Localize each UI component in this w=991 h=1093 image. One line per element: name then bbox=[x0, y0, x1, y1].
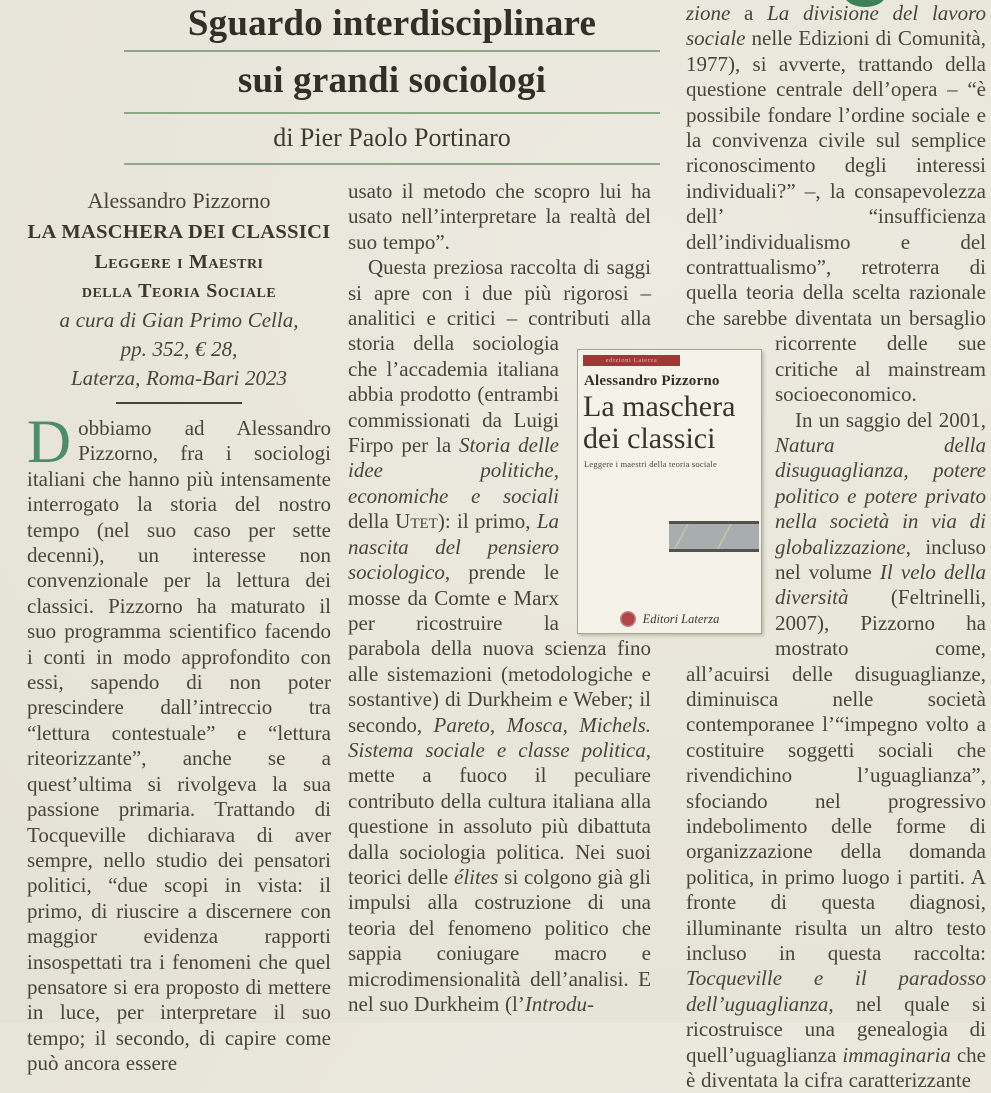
divider-rule bbox=[116, 402, 242, 404]
smallcaps-text-run: Utet bbox=[395, 509, 438, 533]
book-editor: a cura di Gian Primo Cella, bbox=[27, 306, 331, 335]
cover-subtitle: Leggere i maestri della teoria sociale bbox=[584, 459, 717, 469]
cover-publisher-row bbox=[578, 611, 761, 627]
italic-text-run: zione bbox=[686, 1, 730, 25]
text-run: a bbox=[730, 1, 767, 25]
text-run: ): il primo, bbox=[438, 509, 537, 533]
text-run: usato il metodo che scopro lui ha usato nell’interpretare la realtà del suo tempo”. bbox=[348, 179, 651, 254]
italic-text-run: Tocqueville e il paradosso dell’uguaglianza bbox=[686, 966, 986, 1015]
book-title: LA MASCHERA DEI CLASSICI bbox=[27, 216, 331, 248]
italic-text-run: Natura della disuguaglianza, potere politico e potere privato nella società in via di globalizzazione bbox=[775, 433, 986, 559]
italic-text-run: Introdu- bbox=[525, 992, 594, 1016]
text-run: , prende le mosse da Comte e Marx per ricostruire la parabola della nuova scienza fino alle sistemazioni (metodologiche e sostantive) di Durkheim e Weber; il secondo, bbox=[348, 560, 651, 736]
text-run: Questa preziosa raccolta di saggi si apre con i due più rigorosi – analitici e critici – contributi alla bbox=[348, 255, 651, 330]
text-run: (Feltrinelli, 2007), Pizzorno ha mostrato come, all’acuirsi delle disuguaglianze, diminuisca nelle società contemporanee l’“impegno volto a costituire soggetti sociali che rivendichino l’uguaglianza”, sfociando nel progressivo indebolimento delle forme di organizzazione della domanda politica, in primo luogo i partiti. A fronte di questa diagnosi, illuminante risulta un altro testo incluso in questa raccolta: bbox=[686, 585, 986, 965]
article-title-line2: sui grandi sociologi bbox=[124, 52, 660, 112]
italic-text-run: La divisione del lavoro sociale bbox=[686, 1, 986, 50]
text-run: della bbox=[348, 509, 395, 533]
text-run: obbiamo ad Alessandro Pizzorno, fra i sociologi italiani che hanno più intensamente interrogato la storia del nostro tempo (nel suo caso per sette decenni), un interesse non convenzionale per la lettura dei classici. Pizzorno ha maturato il suo programma scientifico facendo i conti in modo approfondito con essi, sapendo di non poter prescindere dall’intreccio tra “lettura contestuale” e “lettura riteorizzante”, anche se a quest’ultima si rivolgeva la sua passione primaria. Trattando di Tocqueville dichiarava di aver sempre, nello studio dei pensatori politici, “due scopi in vista: il primo, di riuscire a discernere con maggior evidenza rapporti insospettati tra i fenomeni che quel pensatore si era proposto di mettere in luce, per interpretare il suo tempo; il secondo, di capire come può ancora essere bbox=[27, 416, 331, 1075]
cover-publisher-name: Editori Laterza bbox=[643, 612, 720, 627]
paragraph bbox=[27, 416, 331, 1077]
paragraph bbox=[686, 1, 986, 408]
book-pages-price: pp. 352, € 28, bbox=[27, 335, 331, 364]
cover-author: Alessandro Pizzorno bbox=[584, 373, 720, 390]
text-run: In un saggio del 2001, bbox=[795, 408, 986, 432]
paragraph-text bbox=[27, 416, 331, 1075]
italic-text-run: Pareto, Mosca, Michels. Sistema sociale e classe politica bbox=[348, 713, 651, 762]
text-run: , incluso nel volume bbox=[775, 535, 986, 584]
cover-photo-strip bbox=[669, 521, 759, 552]
reviewed-book-info bbox=[27, 186, 331, 404]
book-author: Alessandro Pizzorno bbox=[27, 186, 331, 216]
text-run: , nel quale si ricostruisce una genealogia di quell’uguaglianza bbox=[686, 992, 986, 1067]
book-cover-image bbox=[577, 349, 762, 634]
italic-text-run: Storia delle idee politiche, economiche e sociali bbox=[348, 433, 559, 508]
text-run: che è diventata la cifra caratterizzante bbox=[686, 1043, 986, 1092]
divider-rule bbox=[124, 163, 660, 165]
article-header bbox=[124, 0, 660, 165]
text-run: si colgono già gli impulsi alla costruzione di una teoria del fenomeno politico che sappia coniugare macro e microdimensionalità dell’analisi. E nel suo Durkheim (l’ bbox=[348, 865, 651, 1016]
column-1 bbox=[27, 186, 331, 1077]
laterza-logo-icon bbox=[620, 611, 636, 627]
drop-cap: D bbox=[27, 416, 78, 466]
text-run: critiche al mainstream socioeconomico. bbox=[775, 357, 986, 406]
italic-text-run: immaginaria bbox=[842, 1043, 951, 1067]
byline: di Pier Paolo Portinaro bbox=[124, 114, 660, 163]
cover-title-line1: La maschera bbox=[583, 391, 735, 423]
paragraph bbox=[348, 179, 651, 255]
italic-text-run: La nascita del pensiero sociologico bbox=[348, 509, 559, 584]
italic-text-run: Il velo della diversità bbox=[775, 560, 986, 609]
text-run: nelle Edizioni di Comunità, 1977), si avverte, trattando della questione centrale dell’opera – “è possibile fondare l’ordine sociale e la convivenza civile sul semplice riconoscimento degli interessi individuali?” –, la consapevolezza dell’ “insufficienza dell’individualismo e del contrattualismo”, retroterra di quella teoria della scelta razionale che sarebbe diventata un bersaglio ricorrente delle sue bbox=[686, 26, 986, 355]
book-publisher: Laterza, Roma-Bari 2023 bbox=[27, 364, 331, 393]
cover-title-line2: dei classici bbox=[583, 423, 715, 455]
book-subtitle-line2: della Teoria Sociale bbox=[27, 277, 331, 306]
article-title-line1: Sguardo interdisciplinare bbox=[124, 0, 660, 50]
text-run: storia della sociologia che l’accademia italiana abbia prodotto (entrambi commissionati da Luigi Firpo per la bbox=[348, 331, 559, 457]
text-run: , mette a fuoco il peculiare contributo della cultura italiana alla questione in assoluto più dibattuta dalla sociologia politica. Nei suoi teorici delle bbox=[348, 738, 651, 889]
cover-series-band: edizioni Laterza bbox=[583, 355, 680, 366]
italic-text-run: élites bbox=[454, 865, 498, 889]
book-subtitle-line1: Leggere i Maestri bbox=[27, 248, 331, 277]
